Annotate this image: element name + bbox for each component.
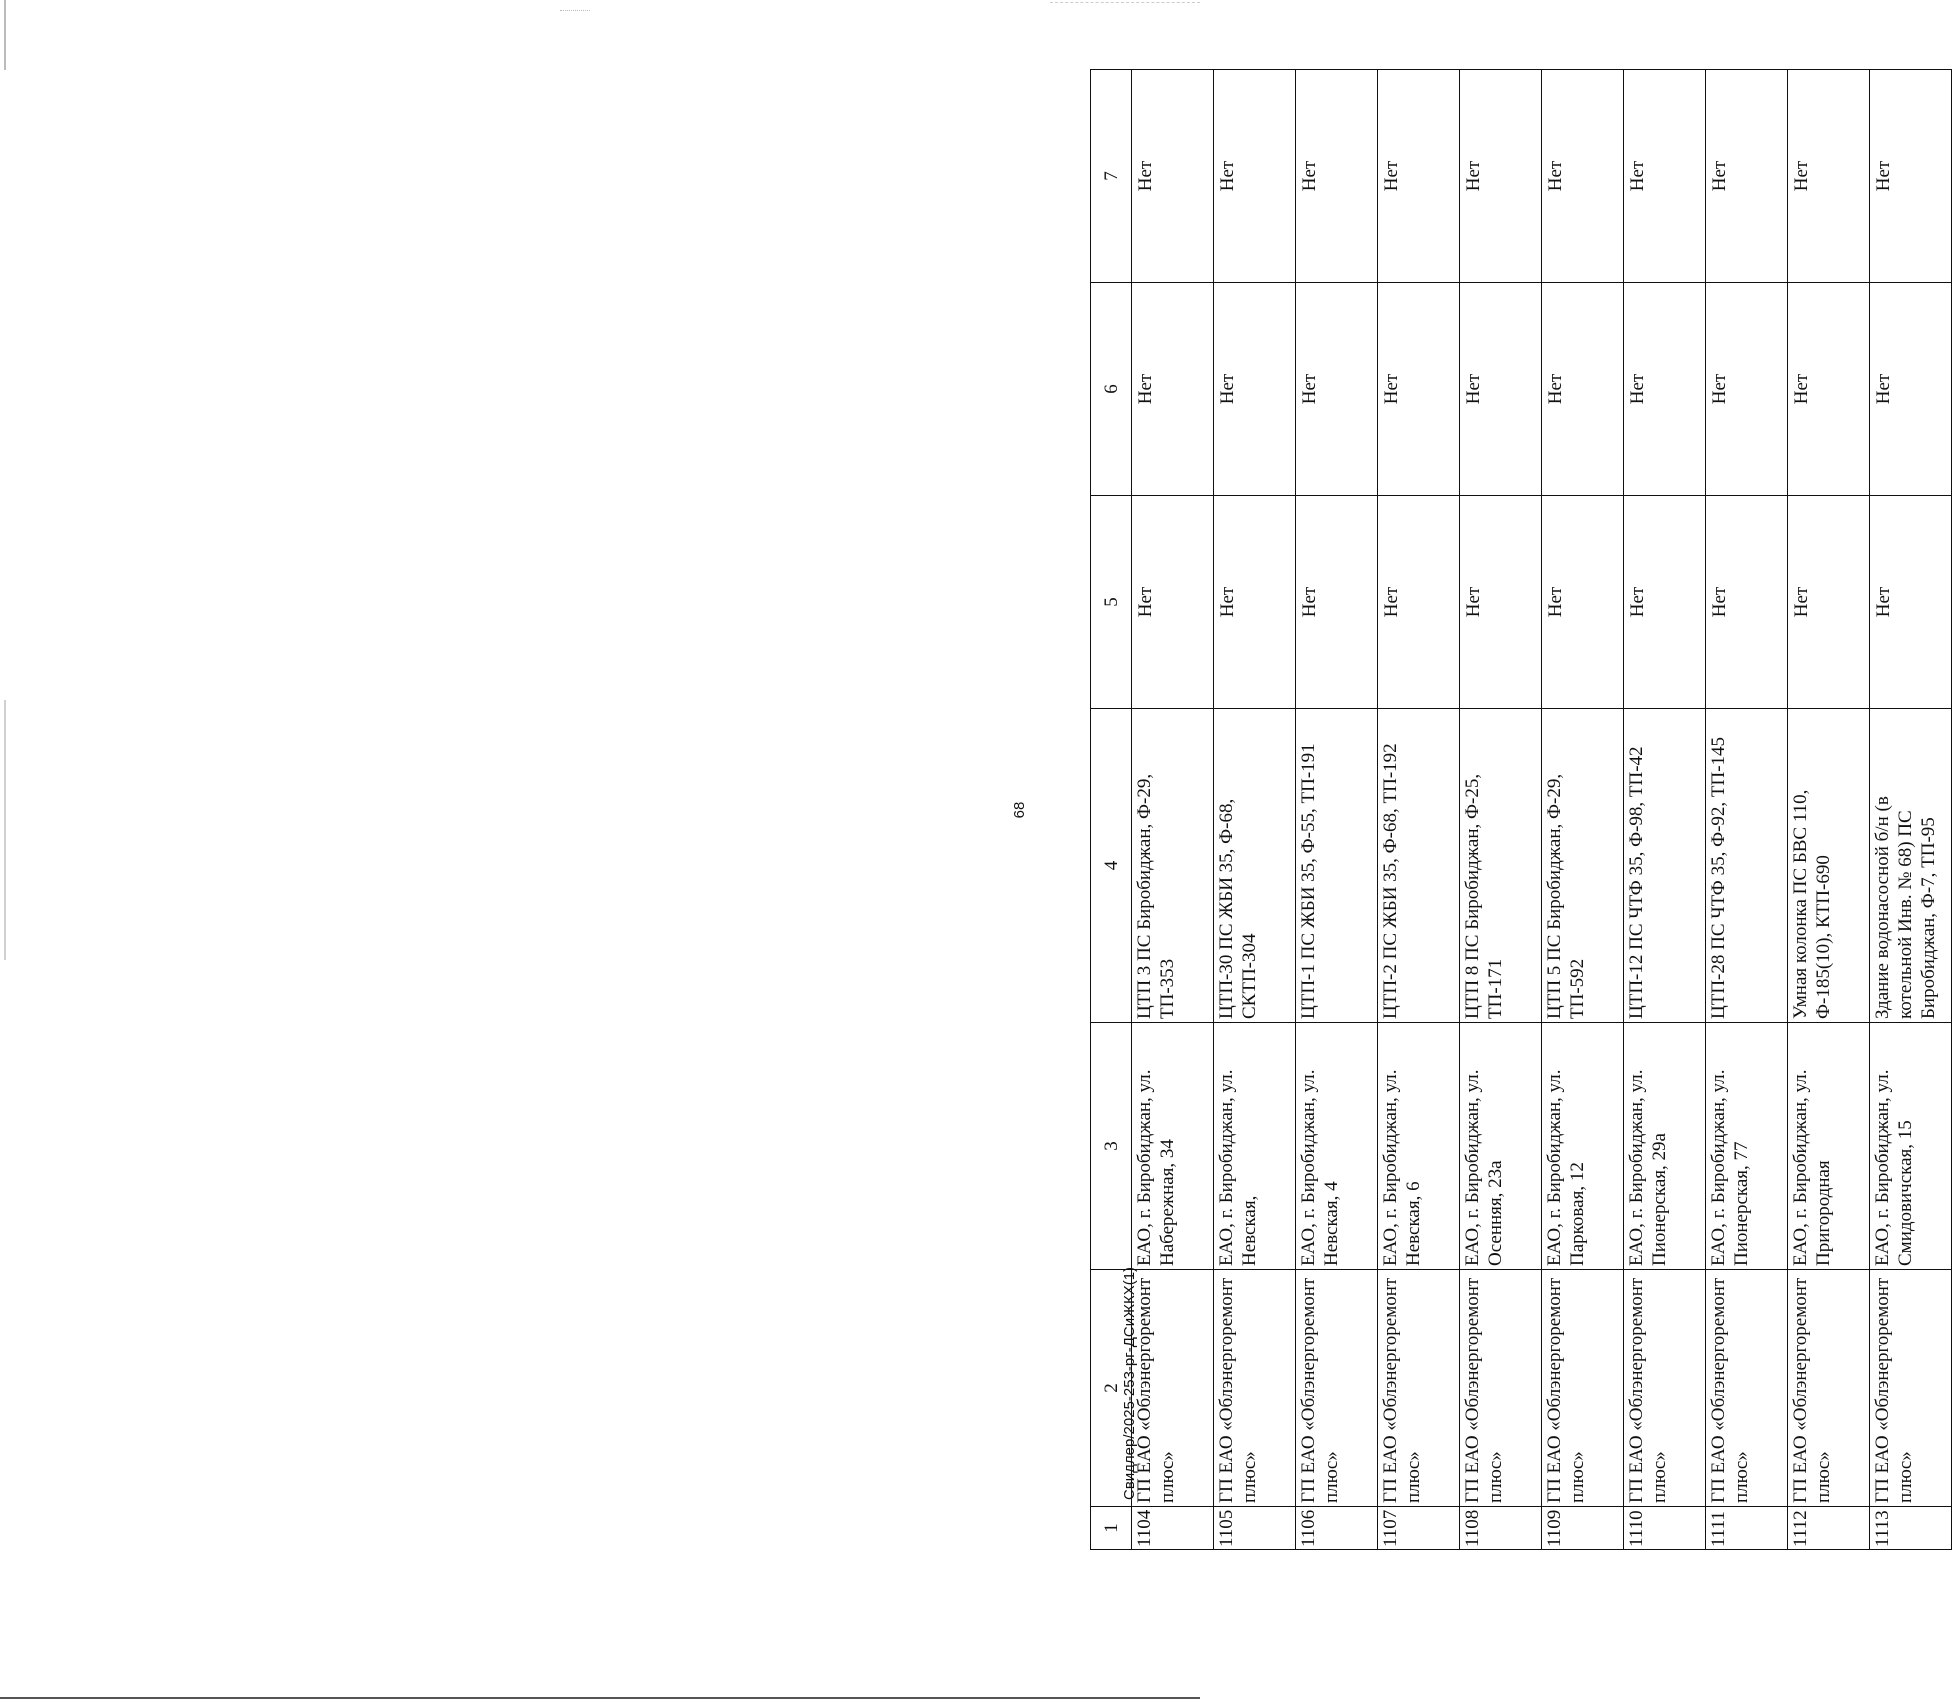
value-cell: Нет xyxy=(1706,70,1788,283)
column-header: 3 xyxy=(1091,1023,1132,1270)
value-cell: Нет xyxy=(1214,70,1296,283)
value-cell: Нет xyxy=(1624,70,1706,283)
value-cell: Нет xyxy=(1542,496,1624,709)
row-number: 1110 xyxy=(1624,1507,1706,1550)
value-cell: Нет xyxy=(1706,496,1788,709)
connection-cell: ЦТП-30 ПС ЖБИ 35, Ф-68, СКТП-304 xyxy=(1214,709,1296,1023)
data-table xyxy=(1090,69,1952,1550)
column-header: 2 xyxy=(1091,1270,1132,1507)
value-cell: Нет xyxy=(1460,496,1542,709)
value-cell: Нет xyxy=(1132,283,1214,496)
owner-cell: ГП ЕАО «Облэнергоремонт плюс» xyxy=(1132,1270,1214,1507)
connection-cell: ЦТП-12 ПС ЧТФ 35, Ф-98, ТП-42 xyxy=(1624,709,1706,1023)
address-cell: ЕАО, г. Биробиджан, ул. Осенняя, 23а xyxy=(1460,1023,1542,1270)
value-cell: Нет xyxy=(1624,496,1706,709)
scan-edge-artifact xyxy=(4,0,6,70)
table-row xyxy=(1214,70,1296,1550)
owner-cell: ГП ЕАО «Облэнергоремонт плюс» xyxy=(1788,1270,1870,1507)
table-row xyxy=(1132,70,1214,1550)
connection-cell: ЦТП-1 ПС ЖБИ 35, Ф-55, ТП-191 xyxy=(1296,709,1378,1023)
row-number: 1108 xyxy=(1460,1507,1542,1550)
value-cell: Нет xyxy=(1542,70,1624,283)
value-cell: Нет xyxy=(1788,496,1870,709)
row-number: 1113 xyxy=(1870,1507,1952,1550)
value-cell: Нет xyxy=(1378,283,1460,496)
value-cell: Нет xyxy=(1296,70,1378,283)
column-header: 1 xyxy=(1091,1507,1132,1550)
value-cell: Нет xyxy=(1132,496,1214,709)
value-cell: Нет xyxy=(1378,496,1460,709)
address-cell: ЕАО, г. Биробиджан, ул. Пригородная xyxy=(1788,1023,1870,1270)
row-number: 1104 xyxy=(1132,1507,1214,1550)
owner-cell: ГП ЕАО «Облэнергоремонт плюс» xyxy=(1870,1270,1952,1507)
column-header: 5 xyxy=(1091,496,1132,709)
value-cell: Нет xyxy=(1214,283,1296,496)
owner-cell: ГП ЕАО «Облэнергоремонт плюс» xyxy=(1378,1270,1460,1507)
scan-mark xyxy=(560,10,590,15)
document-footer-code: Свидлер/2025-253-рг-ДСиЖКХ(1) xyxy=(1121,1266,1138,1500)
owner-cell: ГП ЕАО «Облэнергоремонт плюс» xyxy=(1624,1270,1706,1507)
value-cell: Нет xyxy=(1132,70,1214,283)
row-number: 1111 xyxy=(1706,1507,1788,1550)
row-number: 1107 xyxy=(1378,1507,1460,1550)
address-cell: ЕАО, г. Биробиджан, ул. Парковая, 12 xyxy=(1542,1023,1624,1270)
owner-cell: ГП ЕАО «Облэнергоремонт плюс» xyxy=(1542,1270,1624,1507)
value-cell: Нет xyxy=(1296,283,1378,496)
table-row xyxy=(1788,70,1870,1550)
column-header: 7 xyxy=(1091,70,1132,283)
owner-cell: ГП ЕАО «Облэнергоремонт плюс» xyxy=(1296,1270,1378,1507)
scan-mark xyxy=(1050,2,1200,6)
address-cell: ЕАО, г. Биробиджан, ул. Пионерская, 77 xyxy=(1706,1023,1788,1270)
page-number: 68 xyxy=(1011,801,1028,819)
value-cell: Нет xyxy=(1296,496,1378,709)
scan-edge-artifact xyxy=(4,700,6,960)
owner-cell: ГП ЕАО «Облэнергоремонт плюс» xyxy=(1214,1270,1296,1507)
owner-cell: ГП ЕАО «Облэнергоремонт плюс» xyxy=(1460,1270,1542,1507)
scan-edge-artifact xyxy=(0,1697,1200,1699)
table-row xyxy=(1460,70,1542,1550)
address-cell: ЕАО, г. Биробиджан, ул. Набережная, 34 xyxy=(1132,1023,1214,1270)
value-cell: Нет xyxy=(1870,496,1952,709)
connection-cell: Умная колонка ПС БВС 110, Ф-185(10), КТП-690 xyxy=(1788,709,1870,1023)
value-cell: Нет xyxy=(1460,70,1542,283)
connection-cell: Здание водонасосной б/н (в котельной Инв. № 68) ПС Биробиджан, Ф-7, ТП-95 xyxy=(1870,709,1952,1023)
row-number: 1109 xyxy=(1542,1507,1624,1550)
value-cell: Нет xyxy=(1870,283,1952,496)
connection-cell: ЦТП-28 ПС ЧТФ 35, Ф-92, ТП-145 xyxy=(1706,709,1788,1023)
column-header: 6 xyxy=(1091,283,1132,496)
address-cell: ЕАО, г. Биробиджан, ул. Невская, xyxy=(1214,1023,1296,1270)
address-cell: ЕАО, г. Биробиджан, ул. Невская, 4 xyxy=(1296,1023,1378,1270)
address-cell: ЕАО, г. Биробиджан, ул. Невская, 6 xyxy=(1378,1023,1460,1270)
value-cell: Нет xyxy=(1460,283,1542,496)
row-number: 1105 xyxy=(1214,1507,1296,1550)
value-cell: Нет xyxy=(1788,283,1870,496)
table-row xyxy=(1870,70,1952,1550)
value-cell: Нет xyxy=(1214,496,1296,709)
connection-cell: ЦТП-2 ПС ЖБИ 35, Ф-68, ТП-192 xyxy=(1378,709,1460,1023)
table-row xyxy=(1542,70,1624,1550)
value-cell: Нет xyxy=(1624,283,1706,496)
row-number: 1112 xyxy=(1788,1507,1870,1550)
value-cell: Нет xyxy=(1378,70,1460,283)
value-cell: Нет xyxy=(1788,70,1870,283)
table-row xyxy=(1624,70,1706,1550)
column-header: 4 xyxy=(1091,709,1132,1023)
value-cell: Нет xyxy=(1542,283,1624,496)
row-number: 1106 xyxy=(1296,1507,1378,1550)
owner-cell: ГП ЕАО «Облэнергоремонт плюс» xyxy=(1706,1270,1788,1507)
table-row xyxy=(1296,70,1378,1550)
rotated-content xyxy=(1010,70,1940,1550)
value-cell: Нет xyxy=(1870,70,1952,283)
table-row xyxy=(1706,70,1788,1550)
connection-cell: ЦТП 8 ПС Биробиджан, Ф-25, ТП-171 xyxy=(1460,709,1542,1023)
address-cell: ЕАО, г. Биробиджан, ул. Пионерская, 29а xyxy=(1624,1023,1706,1270)
connection-cell: ЦТП 5 ПС Биробиджан, Ф-29, ТП-592 xyxy=(1542,709,1624,1023)
value-cell: Нет xyxy=(1706,283,1788,496)
connection-cell: ЦТП 3 ПС Биробиджан, Ф-29, ТП-353 xyxy=(1132,709,1214,1023)
address-cell: ЕАО, г. Биробиджан, ул. Смидовичская, 15 xyxy=(1870,1023,1952,1270)
table-row xyxy=(1378,70,1460,1550)
